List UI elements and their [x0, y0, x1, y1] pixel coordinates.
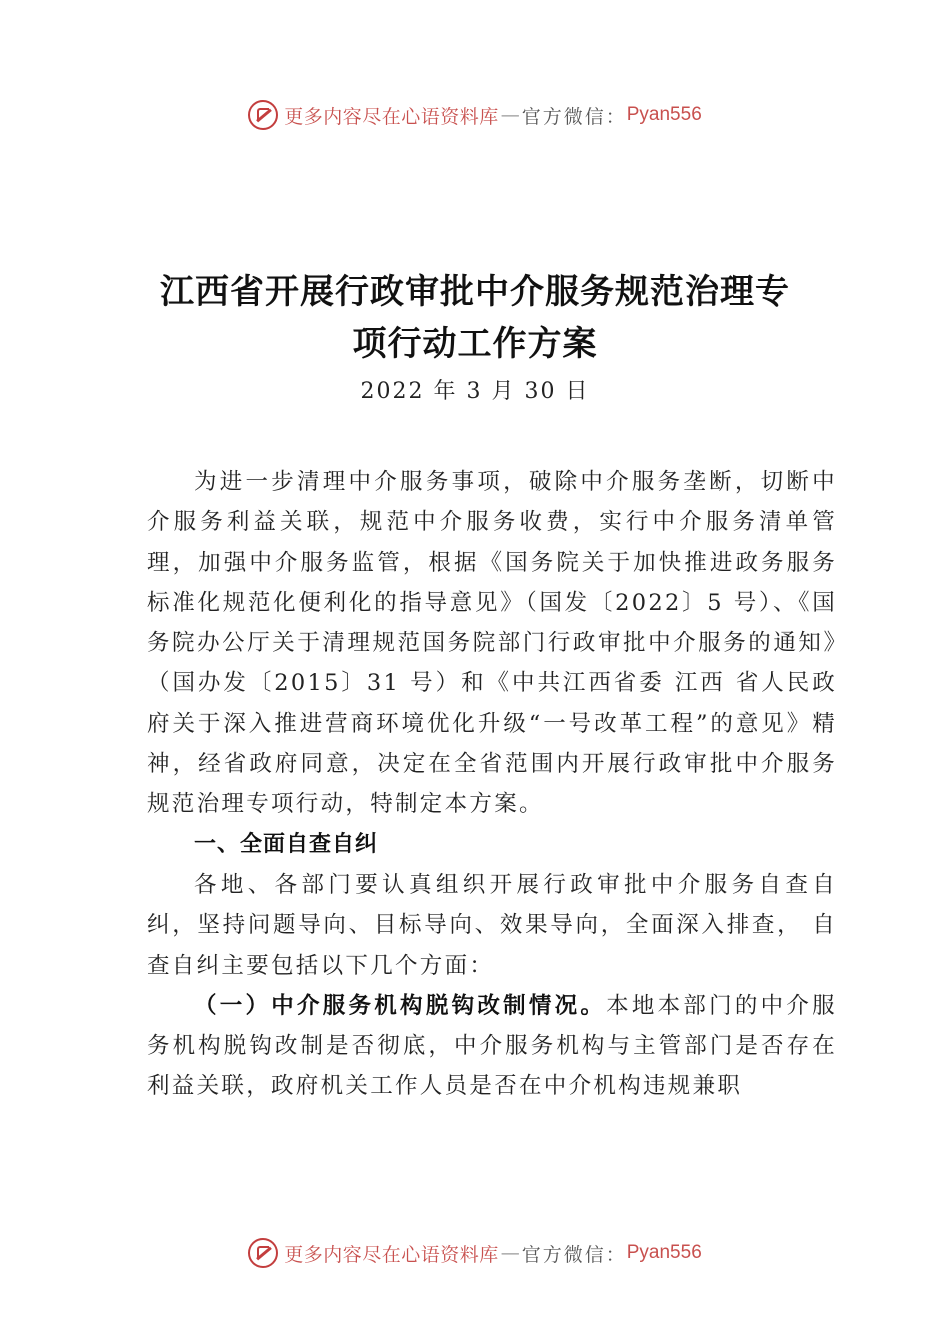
- subsection1-text: 本地本部门的中介服务机构脱钩改制是否彻底，中介服务机构与主管部门是否存在利益关联，政府机关工作人员是否在中介机构违规兼职: [147, 992, 837, 1100]
- subsection1-paragraph: [147, 986, 837, 1107]
- watermark-label: 官方微信：: [521, 105, 627, 128]
- pen-logo-icon: [248, 100, 278, 130]
- watermark-wechat-id: Pyan556: [626, 104, 702, 125]
- watermark-text: 更多内容尽在心语资料库: [284, 105, 499, 128]
- section1-paragraph: 各地、各部门要认真组织开展行政审批中介服务自查自纠，坚持问题导向、目标导向、效果导向，全面深入排查， 自查自纠主要包括以下几个方面：: [147, 871, 837, 979]
- watermark-wechat-id: Pyan556: [626, 1242, 702, 1263]
- intro-paragraph: 为进一步清理中介服务事项，破除中介服务垄断，切断中介服务利益关联，规范中介服务收费，实行中介服务清单管理，加强中介服务监管，根据《国务院关于加快推进政务服务标准化规范化便利化的指导意见》（国发〔2022〕5 号）、《国务院办公厅关于清理规范国务院部门行政审批中介服务的通知》（国办发〔2015〕31 号）和《中共江西省委 江西 省人民政府关于深入推进营商环境优化升级“一号改革工程”的意见》精神，经省政府同意，决定在全省范围内开展行政审批中介服务规范治理专项行动，特制定本方案。: [147, 469, 837, 818]
- document-title-line2: 项行动工作方案: [352, 324, 598, 364]
- watermark-separator: —: [500, 104, 520, 126]
- watermark-separator: —: [500, 1242, 520, 1264]
- watermark-label: 官方微信：: [521, 1243, 627, 1266]
- pen-logo-icon: [248, 1238, 278, 1268]
- document-title-line1: 江西省开展行政审批中介服务规范治理专: [160, 272, 790, 312]
- section1-heading: 一、全面自查自纠: [194, 831, 379, 857]
- document-body: [147, 462, 837, 1107]
- document-date: 2022 年 3 月 30 日: [360, 379, 590, 404]
- watermark-footer: [0, 1233, 950, 1273]
- subsection1-heading: （一）中介服务机构脱钩改制情况。: [194, 992, 607, 1019]
- watermark-header: [0, 95, 950, 135]
- watermark-text: 更多内容尽在心语资料库: [284, 1243, 499, 1266]
